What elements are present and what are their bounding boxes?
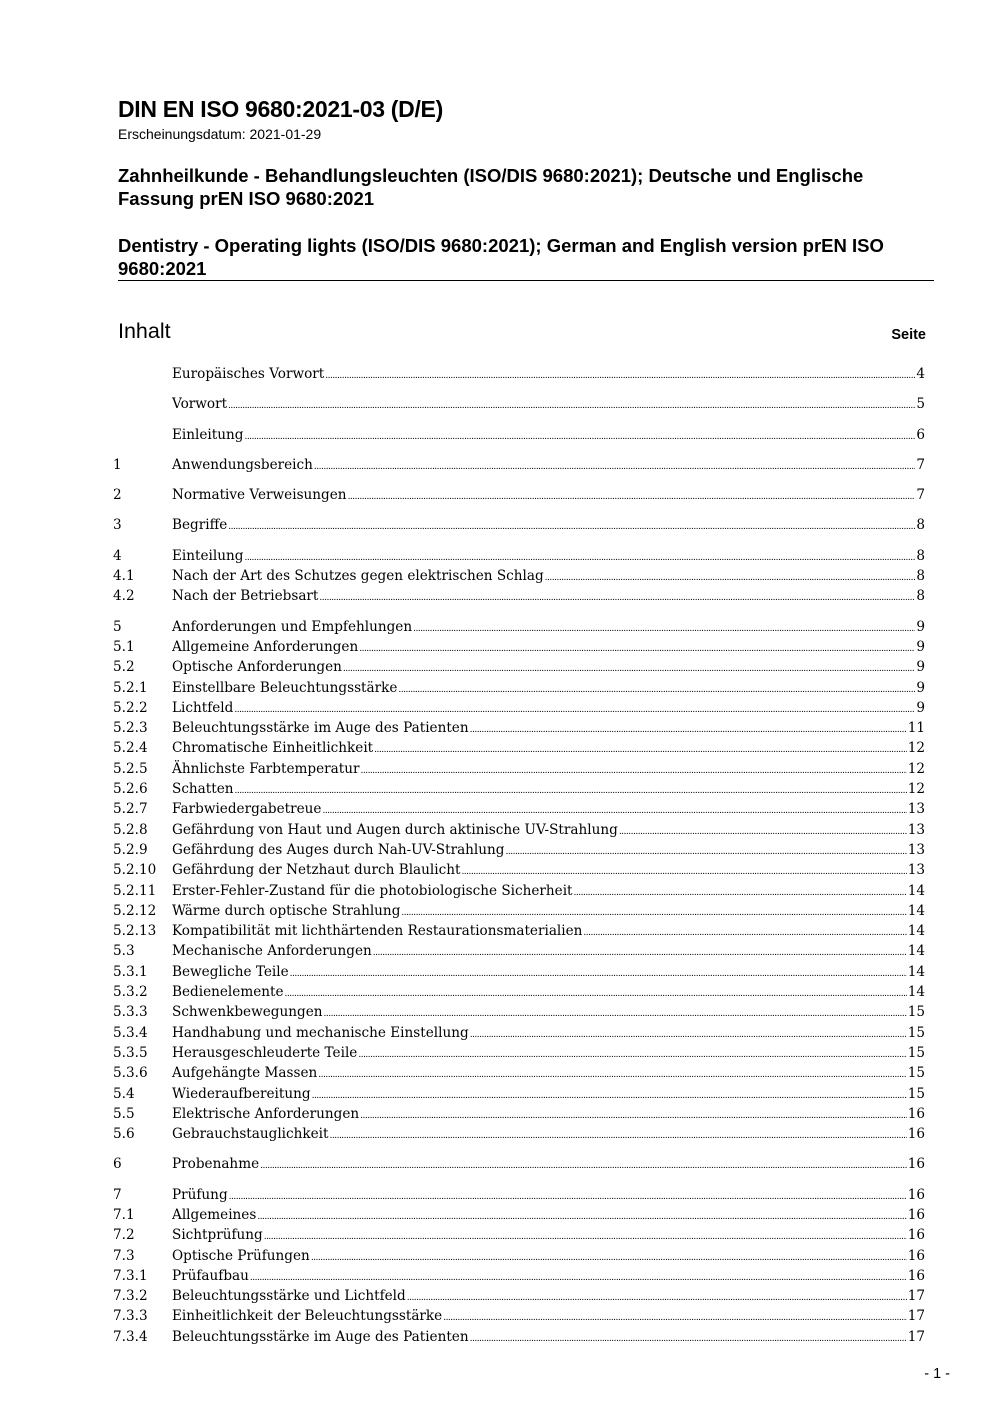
toc-entry-page: 9 [916, 638, 925, 655]
toc-entry-title: Elektrische Anforderungen [172, 1105, 360, 1122]
toc-entry[interactable] [113, 923, 925, 943]
toc-leader-dots [619, 827, 907, 837]
toc-entry[interactable] [113, 1025, 925, 1045]
toc-leader-dots [401, 908, 906, 918]
toc-leader-dots [229, 1192, 907, 1202]
toc-entry[interactable] [113, 588, 925, 608]
toc-leader-dots [244, 553, 915, 563]
toc-leader-dots [330, 1131, 907, 1141]
toc-entry-page: 17 [907, 1288, 925, 1305]
toc-leader-dots [574, 888, 907, 898]
toc-entry-page: 17 [907, 1328, 925, 1345]
toc-entry-title: Wärme durch optische Strahlung [172, 902, 401, 919]
toc-entry-number: 7.3.1 [113, 1267, 148, 1284]
toc-leader-dots [319, 593, 915, 603]
toc-leader-dots [290, 969, 907, 979]
toc-leader-dots [470, 725, 907, 735]
toc-entry[interactable] [113, 1106, 925, 1126]
toc-entry-page: 9 [916, 699, 925, 716]
toc-entry[interactable] [113, 659, 925, 679]
toc-entry-title: Einstellbare Beleuchtungsstärke [172, 679, 398, 696]
toc-entry-number: 5.2.10 [113, 862, 157, 879]
toc-entry-title: Mechanische Anforderungen [172, 943, 372, 960]
toc-entry-page: 15 [907, 1024, 925, 1041]
toc-entry-title: Gefährdung des Auges durch Nah-UV-Strahlung [172, 841, 505, 858]
toc-entry-title: Anforderungen und Empfehlungen [172, 618, 413, 635]
toc-entry-page: 16 [907, 1126, 925, 1143]
toc-leader-dots [398, 685, 915, 695]
toc-entry[interactable] [113, 1268, 925, 1288]
toc-leader-dots [413, 624, 915, 634]
toc-leader-dots [257, 1212, 906, 1222]
toc-entry-page: 13 [907, 821, 925, 838]
toc-entry-number: 5.2 [113, 659, 135, 676]
toc-leader-dots [244, 432, 915, 442]
toc-entry-page: 15 [907, 1004, 925, 1021]
toc-entry-page: 14 [907, 923, 925, 940]
toc-entry[interactable] [113, 1156, 925, 1176]
toc-entry[interactable] [113, 680, 925, 700]
toc-entry[interactable] [113, 1004, 925, 1024]
toc-leader-dots [358, 1050, 906, 1060]
toc-entry-title: Beleuchtungsstärke und Lichtfeld [172, 1288, 406, 1305]
toc-entry-number: 5.2.11 [113, 882, 157, 899]
toc-entry-number: 2 [113, 487, 122, 504]
toc-entry-title: Gefährdung von Haut und Augen durch aktinische UV-Strahlung [172, 821, 618, 838]
toc-entry-title: Beleuchtungsstärke im Auge des Patienten [172, 1328, 469, 1345]
title-german: Zahnheilkunde - Behandlungsleuchten (ISO/DIS 9680:2021); Deutsche und Englische Fassung prEN ISO 9680:2021 [118, 165, 864, 209]
toc-entry-title: Sichtprüfung [172, 1227, 263, 1244]
toc-entry-page: 8 [916, 568, 925, 585]
toc-entry[interactable] [113, 487, 925, 507]
toc-entry-number: 5.2.6 [113, 781, 148, 798]
toc-entry-title: Einleitung [172, 426, 244, 443]
toc-entry[interactable] [113, 1045, 925, 1065]
toc-leader-dots [461, 867, 906, 877]
toc-entry-page: 12 [907, 760, 925, 777]
toc-entry-number: 5.1 [113, 638, 135, 655]
toc-entry-page: 16 [907, 1156, 925, 1173]
toc-entry-page: 16 [907, 1267, 925, 1284]
toc-leader-dots [373, 948, 907, 958]
toc-entry-page: 7 [916, 487, 925, 504]
toc-leader-dots [260, 1161, 907, 1171]
toc-entry-title: Nach der Art des Schutzes gegen elektrischen Schlag [172, 568, 544, 585]
toc-entry-title: Normative Verweisungen [172, 487, 347, 504]
toc-entry[interactable] [113, 943, 925, 963]
toc-leader-dots [343, 664, 915, 674]
toc-entry-page: 15 [907, 1044, 925, 1061]
toc-entry[interactable] [113, 801, 925, 821]
toc-leader-dots [470, 1334, 907, 1344]
toc-entry-number: 5.4 [113, 1085, 135, 1102]
toc-entry-page: 8 [916, 588, 925, 605]
toc-leader-dots [250, 1273, 907, 1283]
toc-leader-dots [407, 1293, 907, 1303]
toc-entry-number: 5.3.4 [113, 1024, 148, 1041]
toc-entry-number: 7.2 [113, 1227, 135, 1244]
toc-leader-dots [360, 766, 906, 776]
toc-entry[interactable] [113, 903, 925, 923]
toc-entry-title: Ähnlichste Farbtemperatur [172, 760, 360, 777]
toc-leader-dots [228, 401, 915, 411]
toc-entry-title: Gebrauchstauglichkeit [172, 1126, 329, 1143]
toc-entry-number: 7.3.3 [113, 1308, 148, 1325]
toc-entry-page: 14 [907, 984, 925, 1001]
toc-entry-title: Chromatische Einheitlichkeit [172, 740, 374, 757]
toc-entry-page: 9 [916, 659, 925, 676]
toc-leader-dots [235, 786, 907, 796]
toc-entry-title: Einteilung [172, 547, 244, 564]
toc-entry-title: Handhabung und mechanische Einstellung [172, 1024, 469, 1041]
toc-entry[interactable] [113, 457, 925, 477]
toc-entry-title: Anwendungsbereich [172, 456, 313, 473]
toc-entry[interactable] [113, 1065, 925, 1085]
toc-entry-page: 12 [907, 740, 925, 757]
toc-entry-number: 7 [113, 1186, 122, 1203]
toc-entry[interactable] [113, 396, 925, 416]
table-of-contents [113, 366, 925, 1349]
toc-entry-number: 4.2 [113, 588, 135, 605]
toc-entry-page: 13 [907, 841, 925, 858]
toc-leader-dots [318, 1070, 906, 1080]
toc-entry[interactable] [113, 822, 925, 842]
toc-leader-dots [470, 1030, 907, 1040]
toc-entry-title: Optische Prüfungen [172, 1247, 310, 1264]
toc-entry-title: Europäisches Vorwort [172, 366, 325, 382]
toc-heading: Inhalt [118, 319, 171, 343]
title-divider [118, 280, 934, 281]
toc-entry-page: 5 [916, 396, 925, 413]
toc-entry-number: 5.5 [113, 1105, 135, 1122]
toc-entry-title: Bedienelemente [172, 984, 284, 1001]
toc-entry[interactable] [113, 517, 925, 537]
toc-leader-dots [311, 1253, 907, 1263]
toc-entry-number: 5.2.2 [113, 699, 148, 716]
toc-entry[interactable] [113, 883, 925, 903]
toc-entry-title: Schwenkbewegungen [172, 1004, 323, 1021]
toc-entry-page: 6 [916, 426, 925, 443]
toc-entry-page: 16 [907, 1227, 925, 1244]
toc-leader-dots [360, 1111, 907, 1121]
toc-leader-dots [264, 1232, 907, 1242]
toc-leader-dots [234, 705, 915, 715]
toc-entry-title: Lichtfeld [172, 699, 234, 716]
toc-entry-page: 4 [916, 366, 925, 382]
toc-entry[interactable] [113, 1227, 925, 1247]
toc-entry-page: 15 [907, 1065, 925, 1082]
toc-entry-title: Farbwiedergabetreue [172, 801, 322, 818]
toc-entry-page: 14 [907, 963, 925, 980]
toc-entry-number: 5.3.3 [113, 1004, 148, 1021]
toc-entry-page: 16 [907, 1186, 925, 1203]
toc-entry-number: 5.2.4 [113, 740, 148, 757]
toc-entry[interactable] [113, 1308, 925, 1328]
toc-entry-number: 7.1 [113, 1206, 135, 1223]
toc-entry-title: Bewegliche Teile [172, 963, 289, 980]
toc-entry[interactable] [113, 862, 925, 882]
toc-entry-page: 13 [907, 862, 925, 879]
toc-leader-dots [374, 745, 907, 755]
toc-entry-number: 5.3 [113, 943, 135, 960]
toc-entry[interactable] [113, 619, 925, 639]
toc-entry-title: Wiederaufbereitung [172, 1085, 311, 1102]
toc-entry[interactable] [113, 1207, 925, 1227]
toc-entry-page: 16 [907, 1206, 925, 1223]
toc-entry-page: 8 [916, 517, 925, 534]
toc-entry-title: Prüfaufbau [172, 1267, 249, 1284]
toc-entry[interactable] [113, 1086, 925, 1106]
toc-entry-page: 9 [916, 618, 925, 635]
toc-entry-title: Gefährdung der Netzhaut durch Blaulicht [172, 862, 461, 879]
toc-entry[interactable] [113, 964, 925, 984]
toc-entry[interactable] [113, 740, 925, 760]
toc-entry-page: 14 [907, 882, 925, 899]
toc-entry-page: 7 [916, 456, 925, 473]
toc-entry-title: Schatten [172, 781, 234, 798]
toc-entry-number: 5.3.5 [113, 1044, 148, 1061]
toc-entry[interactable] [113, 761, 925, 781]
toc-entry-number: 5.3.1 [113, 963, 148, 980]
toc-leader-dots [348, 492, 916, 502]
toc-entry-title: Prüfung [172, 1186, 228, 1203]
toc-entry-title: Probenahme [172, 1156, 260, 1173]
toc-leader-dots [506, 847, 907, 857]
title-english: Dentistry - Operating lights (ISO/DIS 9680:2021); German and English version prEN ISO 9680:2021 [118, 235, 884, 279]
toc-entry-number: 5.6 [113, 1126, 135, 1143]
toc-leader-dots [285, 989, 907, 999]
toc-entry-number: 4.1 [113, 568, 135, 585]
toc-entry-title: Nach der Betriebsart [172, 588, 319, 605]
toc-entry-title: Herausgeschleuderte Teile [172, 1044, 358, 1061]
toc-entry-title: Erster-Fehler-Zustand für die photobiologische Sicherheit [172, 882, 573, 899]
publication-date: Erscheinungsdatum: 2021-01-29 [118, 126, 322, 142]
toc-entry-number: 7.3 [113, 1247, 135, 1264]
toc-entry-title: Beleuchtungsstärke im Auge des Patienten [172, 720, 469, 737]
page-number: - 1 - [924, 1366, 950, 1382]
toc-entry-title: Einheitlichkeit der Beleuchtungsstärke [172, 1308, 443, 1325]
toc-entry[interactable] [113, 1126, 925, 1146]
toc-leader-dots [228, 522, 915, 532]
toc-leader-dots [324, 1009, 907, 1019]
toc-entry-title: Kompatibilität mit lichthärtenden Restaurationsmaterialien [172, 923, 583, 940]
toc-entry-title: Begriffe [172, 517, 228, 534]
toc-entry[interactable] [113, 700, 925, 720]
toc-entry[interactable] [113, 1288, 925, 1308]
toc-entry-page: 9 [916, 679, 925, 696]
toc-entry-number: 1 [113, 456, 122, 473]
toc-entry-title: Allgemeines [172, 1206, 257, 1223]
toc-entry[interactable] [113, 1329, 925, 1349]
toc-entry[interactable] [113, 639, 925, 659]
toc-entry-page: 13 [907, 801, 925, 818]
toc-entry-number: 7.3.2 [113, 1288, 148, 1305]
toc-entry-number: 7.3.4 [113, 1328, 148, 1345]
toc-entry[interactable] [113, 984, 925, 1004]
toc-entry-number: 5.3.6 [113, 1065, 148, 1082]
toc-leader-dots [312, 1091, 907, 1101]
toc-entry-title: Optische Anforderungen [172, 659, 342, 676]
toc-entry-number: 5.2.12 [113, 902, 157, 919]
toc-entry-number: 5.2.1 [113, 679, 148, 696]
toc-leader-dots [322, 806, 906, 816]
toc-entry-page: 16 [907, 1247, 925, 1264]
toc-entry[interactable] [113, 1248, 925, 1268]
toc-entry[interactable] [113, 842, 925, 862]
toc-entry-title: Allgemeine Anforderungen [172, 638, 359, 655]
toc-entry[interactable] [113, 720, 925, 740]
toc-entry-number: 5.2.3 [113, 720, 148, 737]
toc-entry-number: 3 [113, 517, 122, 534]
toc-entry-number: 5.3.2 [113, 984, 148, 1001]
toc-entry-number: 4 [113, 547, 122, 564]
toc-entry[interactable] [113, 781, 925, 801]
toc-entry-page: 14 [907, 943, 925, 960]
toc-entry-page: 8 [916, 547, 925, 564]
toc-entry[interactable] [113, 427, 925, 447]
document-title: DIN EN ISO 9680:2021-03 (D/E) [118, 96, 443, 122]
toc-entry-page: 16 [907, 1105, 925, 1122]
toc-entry-number: 5.2.5 [113, 760, 148, 777]
toc-leader-dots [443, 1313, 906, 1323]
toc-entry-number: 5.2.7 [113, 801, 148, 818]
toc-entry[interactable] [113, 366, 925, 386]
toc-entry-page: 17 [907, 1308, 925, 1325]
toc-entry[interactable] [113, 1187, 925, 1207]
toc-entry-number: 5.2.9 [113, 841, 148, 858]
toc-leader-dots [359, 644, 915, 654]
toc-leader-dots [545, 573, 916, 583]
toc-entry-page: 15 [907, 1085, 925, 1102]
toc-leader-dots [583, 928, 906, 938]
toc-leader-dots [325, 371, 915, 381]
toc-leader-dots [314, 462, 915, 472]
toc-entry-title: Vorwort [172, 396, 228, 413]
toc-entry-number: 5.2.8 [113, 821, 148, 838]
toc-entry-number: 5 [113, 618, 122, 635]
toc-entry-number: 5.2.13 [113, 923, 157, 940]
toc-entry-page: 14 [907, 902, 925, 919]
toc-entry[interactable] [113, 568, 925, 588]
toc-entry-title: Aufgehängte Massen [172, 1065, 318, 1082]
toc-entry[interactable] [113, 548, 925, 568]
toc-page-column-label: Seite [891, 327, 926, 343]
toc-entry-page: 11 [907, 720, 925, 737]
toc-entry-page: 12 [907, 781, 925, 798]
toc-entry-number: 6 [113, 1156, 122, 1173]
